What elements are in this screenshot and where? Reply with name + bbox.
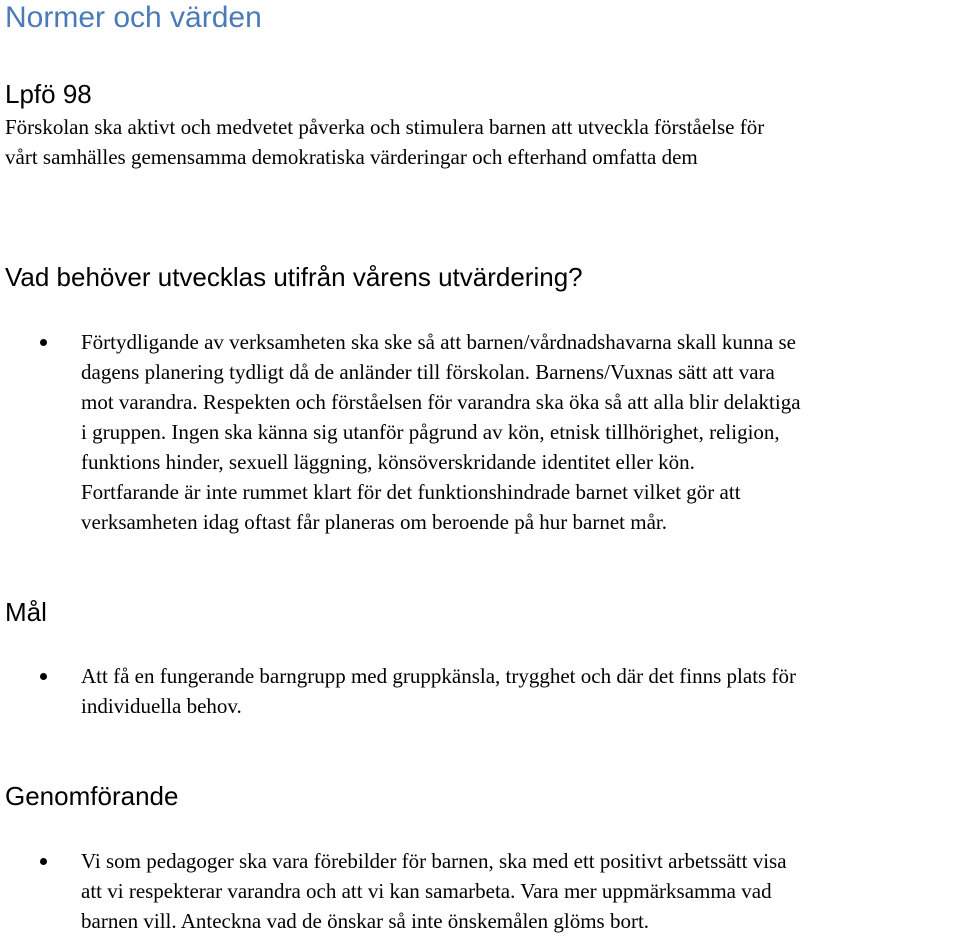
bullet-line: Fortfarande är inte rummet klart för det funktionshindrade barnet vilket gör att <box>81 480 741 504</box>
bullet-dot-icon <box>40 673 47 680</box>
bullet-line: funktions hinder, sexuell läggning, könsöverskridande identitet eller kön. <box>81 450 695 474</box>
mal-bullet-list <box>0 661 955 721</box>
bullet-text <box>81 661 955 721</box>
section-heading-utvardering: Vad behöver utvecklas utifrån vårens utvärdering? <box>5 262 583 292</box>
genomforande-bullet-list <box>0 846 955 936</box>
list-item <box>0 327 955 537</box>
bullet-text <box>81 327 955 537</box>
list-item <box>0 846 955 936</box>
bullet-line: mot varandra. Respekten och förståelsen för varandra ska öka så att alla blir delaktiga <box>81 390 801 414</box>
bullet-line: verksamheten idag oftast får planeras om beroende på hur barnet mår. <box>81 510 668 534</box>
bullet-dot-icon <box>40 858 47 865</box>
bullet-dot-icon <box>40 339 47 346</box>
utvardering-bullet-list <box>0 327 955 537</box>
page-title: Normer och värden <box>5 1 262 34</box>
bullet-line: Vi som pedagoger ska vara förebilder för barnen, ska med ett positivt arbetssätt visa <box>81 849 787 873</box>
bullet-line: att vi respekterar varandra och att vi kan samarbeta. Vara mer uppmärksamma vad <box>81 879 772 903</box>
section-heading-mal: Mål <box>5 597 47 627</box>
lpfo-paragraph <box>5 112 945 172</box>
paragraph-line: Förskolan ska aktivt och medvetet påverka och stimulera barnen att utveckla förståelse för <box>5 115 765 139</box>
list-item <box>0 661 955 721</box>
bullet-line: Att få en fungerande barngrupp med gruppkänsla, trygghet och där det finns plats för <box>81 664 796 688</box>
bullet-line: individuella behov. <box>81 694 242 718</box>
section-heading-genomforande: Genomförande <box>5 781 179 811</box>
section-heading-lpfo: Lpfö 98 <box>5 79 92 109</box>
bullet-text <box>81 846 955 936</box>
bullet-line: dagens planering tydligt då de anländer till förskolan. Barnens/Vuxnas sätt att vara <box>81 360 775 384</box>
bullet-line: Förtydligande av verksamheten ska ske så att barnen/vårdnadshavarna skall kunna se <box>81 330 796 354</box>
paragraph-line: vårt samhälles gemensamma demokratiska värderingar och efterhand omfatta dem <box>5 145 698 169</box>
bullet-line: barnen vill. Anteckna vad de önskar så inte önskemålen glöms bort. <box>81 909 650 933</box>
bullet-line: i gruppen. Ingen ska känna sig utanför pågrund av kön, etnisk tillhörighet, religion, <box>81 420 780 444</box>
